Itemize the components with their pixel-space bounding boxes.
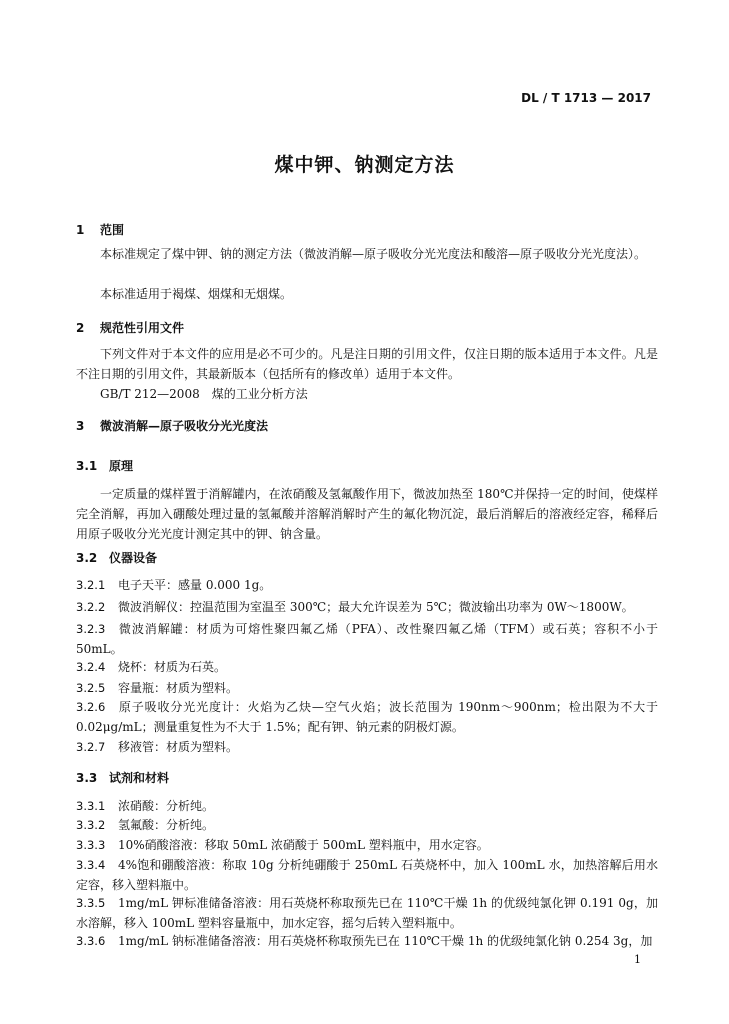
clause-number: 3.3.6	[76, 934, 106, 948]
clause-number: 3.2.2	[76, 600, 106, 614]
clause-text: 电子天平：感量 0.000 1g。	[118, 578, 272, 592]
clause-item	[76, 657, 658, 677]
paragraph: 本标准规定了煤中钾、钠的测定方法（微波消解—原子吸收分光光度法和酸溶—原子吸收分光光度法）。	[100, 247, 647, 261]
section-number: 3	[76, 419, 85, 433]
subsection-title: 试剂和材料	[109, 771, 170, 785]
clause-item	[76, 815, 658, 835]
clause-text: 原子吸收分光光度计：火焰为乙炔—空气火焰；波长范围为 190nm～900nm；检出限为不大于 0.02μg/mL；测量重复性为不大于 1.5%；配有钾、钠元素的阴极灯源。	[76, 700, 658, 734]
clause-number: 3.3.2	[76, 818, 106, 832]
page-number: 1	[634, 953, 641, 966]
clause-number: 3.3.1	[76, 799, 106, 813]
section-number: 2	[76, 321, 85, 335]
clause-item	[76, 597, 658, 617]
subsection-heading-principle	[76, 457, 133, 474]
clause-item	[76, 678, 658, 698]
subsection-number: 3.1	[76, 459, 98, 473]
clause-number: 3.2.7	[76, 740, 106, 754]
clause-item	[76, 737, 658, 757]
subsection-number: 3.3	[76, 771, 98, 785]
clause-number: 3.3.3	[76, 838, 106, 852]
subsection-heading-apparatus	[76, 549, 157, 566]
clause-text: 1mg/mL 钠标准储备溶液：用石英烧杯称取预先已在 110℃干燥 1h 的优级纯氯化钠 0.254 3g，加	[118, 934, 653, 948]
section-heading-normative-references	[76, 319, 184, 336]
clause-text: 4%饱和硼酸溶液：称取 10g 分析纯硼酸于 250mL 石英烧杯中，加入 100mL 水，加热溶解后用水定容，移入塑料瓶中。	[76, 858, 658, 892]
paragraph: 下列文件对于本文件的应用是必不可少的。凡是注日期的引用文件，仅注日期的版本适用于本文件。凡是不注日期的引用文件，其最新版本（包括所有的修改单）适用于本文件。	[76, 347, 658, 381]
clause-text: 烧杯：材质为石英。	[118, 660, 227, 674]
section-title: 范围	[100, 223, 125, 237]
clause-item	[76, 855, 658, 895]
clause-text: 移液管：材质为塑料。	[118, 740, 239, 754]
clause-item	[76, 931, 658, 951]
clause-number: 3.2.6	[76, 700, 106, 714]
subsection-title: 仪器设备	[109, 551, 158, 565]
clause-number: 3.2.5	[76, 681, 106, 695]
standard-number: DL / T 1713 — 2017	[521, 91, 651, 105]
clause-number: 3.2.3	[76, 622, 106, 636]
section-heading-scope	[76, 221, 124, 238]
subsection-number: 3.2	[76, 551, 98, 565]
clause-item	[76, 575, 658, 595]
clause-text: 微波消解罐：材质为可熔性聚四氟乙烯（PFA）、改性聚四氟乙烯（TFM）或石英；容积不小于 50mL。	[76, 622, 658, 656]
reference-item: GB/T 212—2008 煤的工业分析方法	[100, 387, 308, 401]
clause-number: 3.2.1	[76, 578, 106, 592]
clause-item	[76, 697, 658, 737]
section-heading-method	[76, 417, 268, 434]
clause-text: 氢氟酸：分析纯。	[118, 818, 215, 832]
clause-text: 浓硝酸：分析纯。	[118, 799, 215, 813]
clause-number: 3.3.4	[76, 858, 106, 872]
document-title: 煤中钾、钠测定方法	[274, 154, 455, 176]
clause-text: 10%硝酸溶液：移取 50mL 浓硝酸于 500mL 塑料瓶中，用水定容。	[118, 838, 489, 852]
clause-text: 微波消解仪：控温范围为室温至 300℃；最大允许误差为 5℃；微波输出功率为 0W～1800W。	[118, 600, 634, 614]
section-title: 规范性引用文件	[100, 321, 185, 335]
paragraph: 一定质量的煤样置于消解罐内，在浓硝酸及氢氟酸作用下，微波加热至 180℃并保持一定的时间，使煤样完全消解，再加入硼酸处理过量的氢氟酸并溶解消解时产生的氟化物沉淀，最后消解后的溶液经定容，稀释后用原子吸收分光光度计测定其中的钾、钠含量。	[76, 487, 658, 541]
paragraph: 本标准适用于褐煤、烟煤和无烟煤。	[100, 287, 293, 301]
clause-item	[76, 835, 658, 855]
section-title: 微波消解—原子吸收分光光度法	[100, 419, 269, 433]
subsection-title: 原理	[109, 459, 134, 473]
section-number: 1	[76, 223, 85, 237]
clause-text: 1mg/mL 钾标准储备溶液：用石英烧杯称取预先已在 110℃干燥 1h 的优级纯氯化钾 0.191 0g，加水溶解，移入 100mL 塑料容量瓶中，加水定容，摇匀后转入塑料瓶中。	[76, 896, 658, 930]
clause-item	[76, 796, 658, 816]
subsection-heading-reagents	[76, 769, 169, 786]
clause-item	[76, 619, 658, 659]
clause-item	[76, 893, 658, 933]
clause-number: 3.2.4	[76, 660, 106, 674]
clause-number: 3.3.5	[76, 896, 106, 910]
clause-text: 容量瓶：材质为塑料。	[118, 681, 239, 695]
